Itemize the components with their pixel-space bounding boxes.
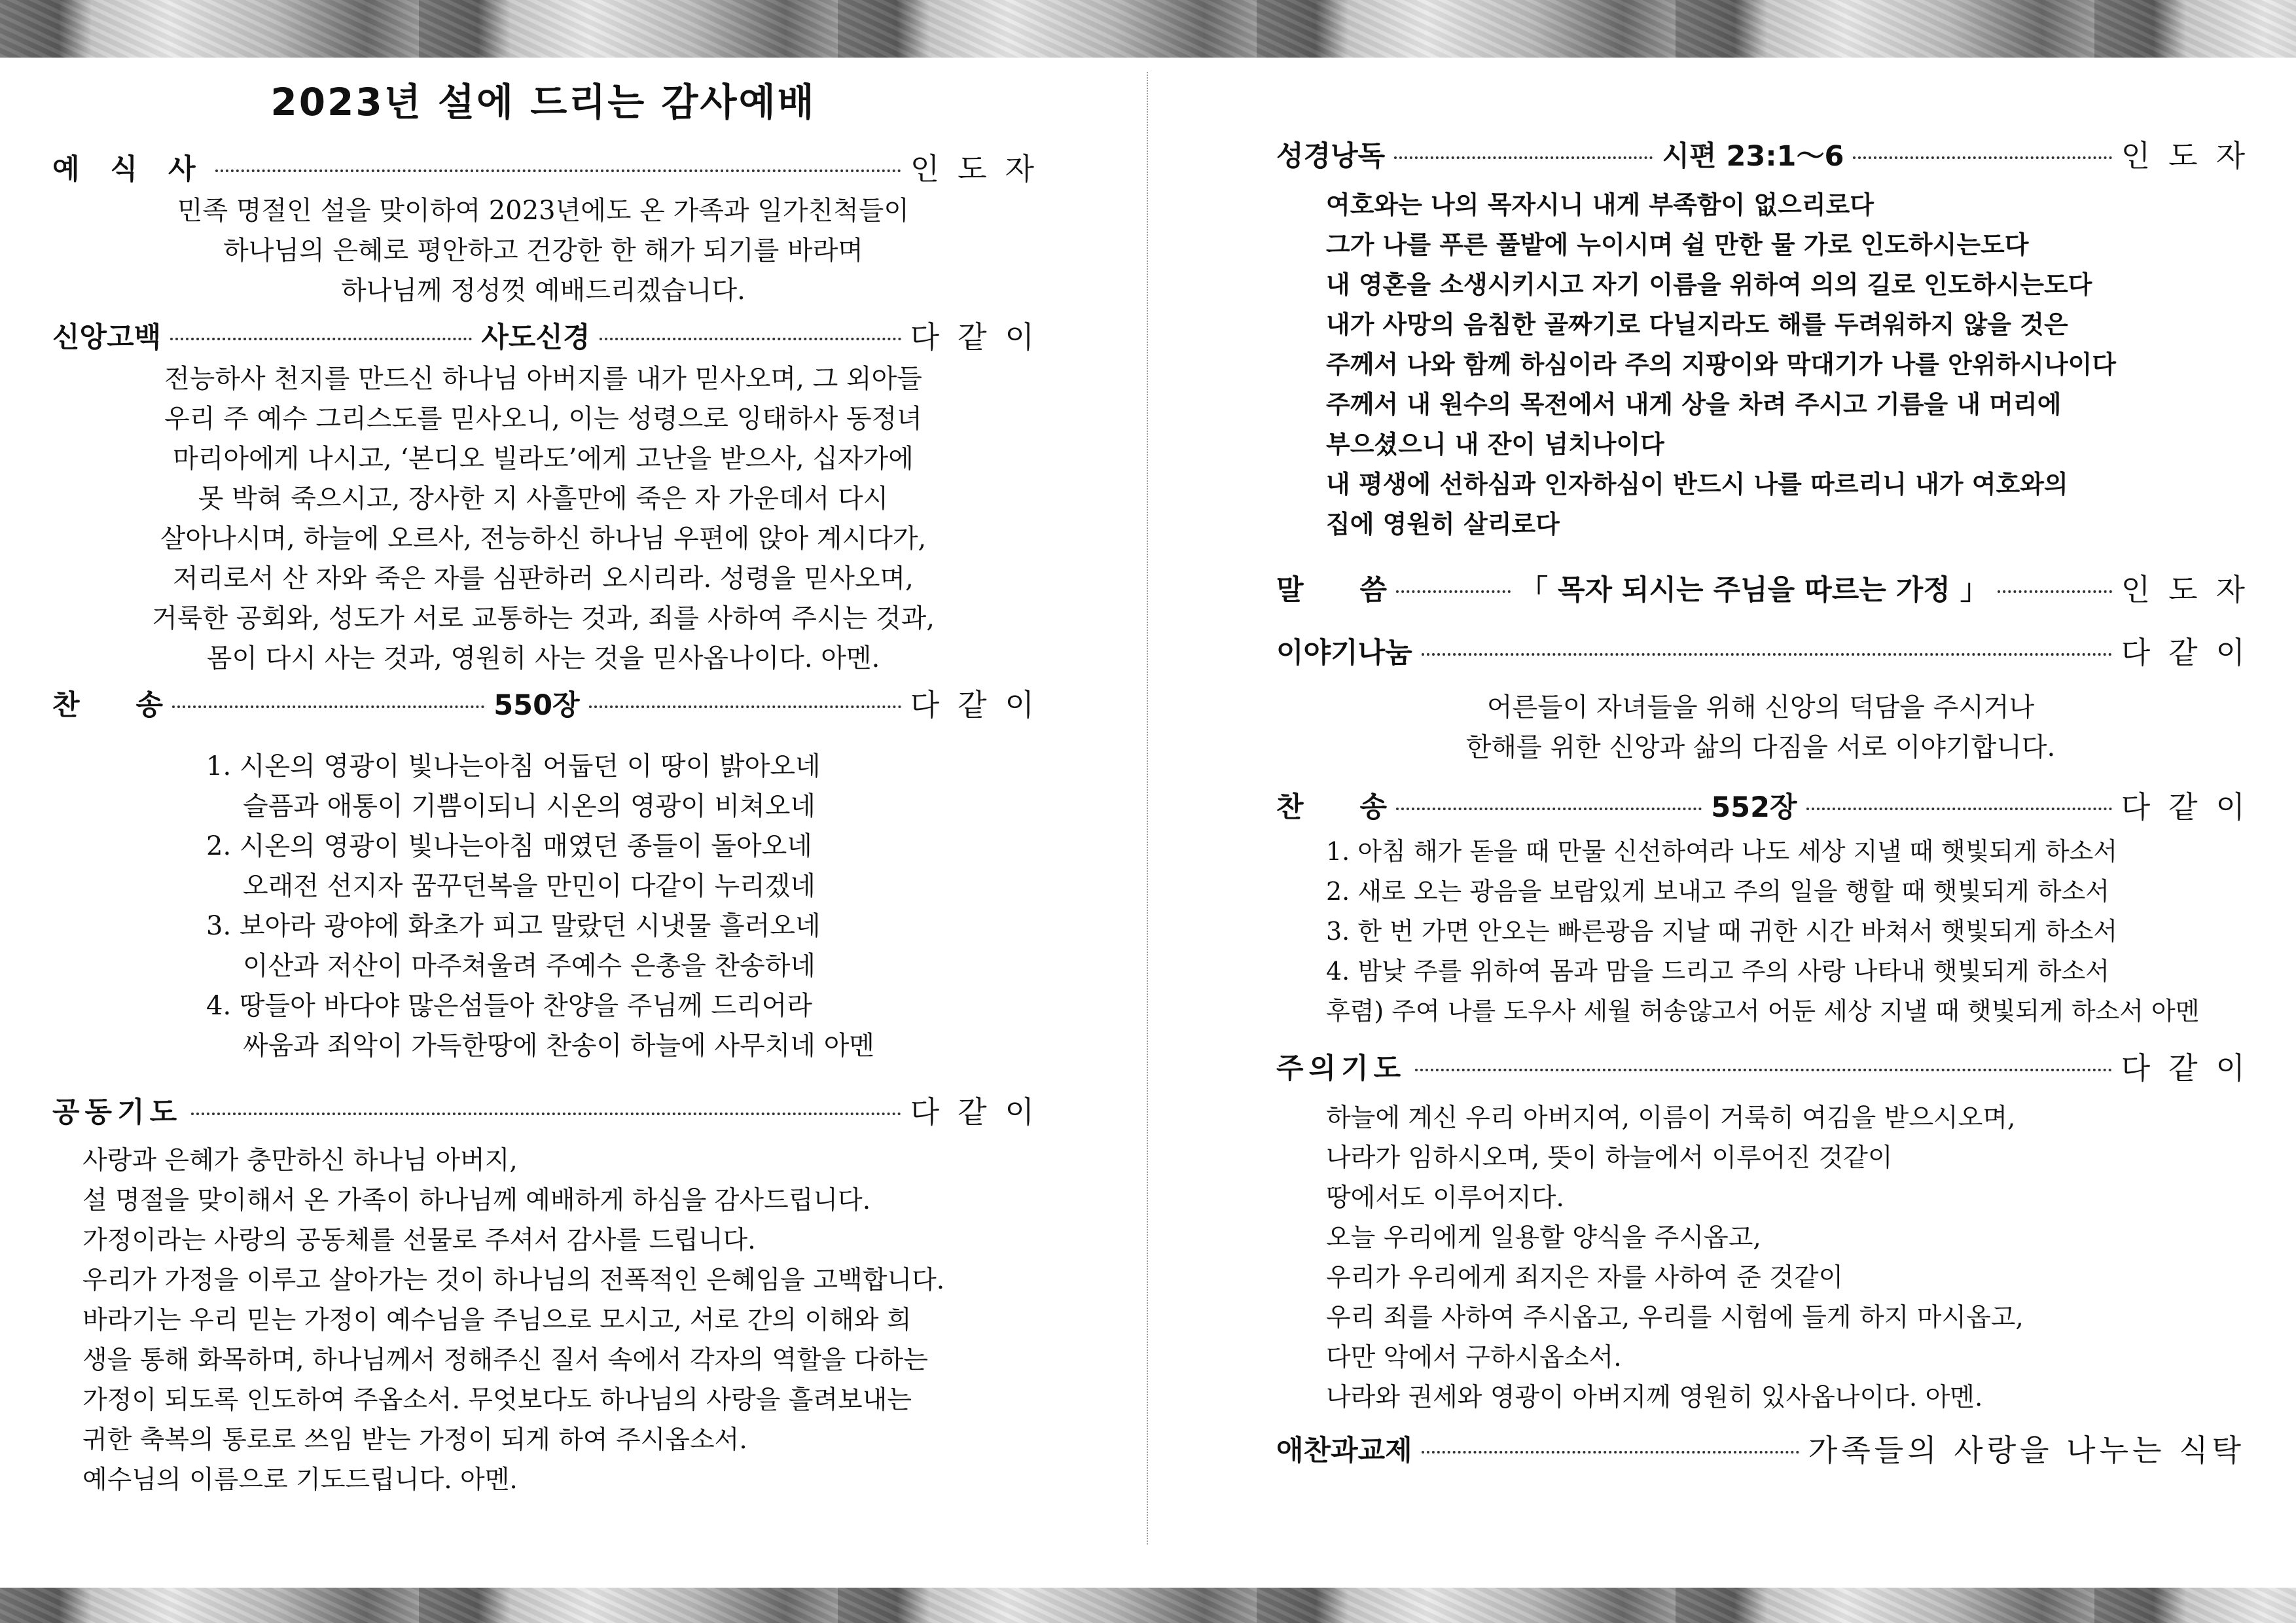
- hymn-verse-line: 2. 시온의 영광이 빛나는아침 매였던 종들이 돌아오네: [206, 831, 812, 861]
- text-line: 집에 영원히 살리로다: [1326, 509, 1560, 539]
- hymn-verse-line: 후렴) 주여 나를 도우사 세월 허송않고서 어둔 세상 지낼 때 햇빛되게 하소서 아멘: [1326, 997, 2200, 1026]
- dot-leader: [170, 338, 472, 340]
- hymn-verse-line: 2. 새로 오는 광음을 보람있게 보내고 주의 일을 행할 때 햇빛되게 하소서: [1326, 877, 2109, 906]
- text-line: 가정이라는 사랑의 공동체를 선물로 주셔서 감사를 드립니다.: [82, 1226, 756, 1255]
- text-line: 한해를 위한 신앙과 삶의 다짐을 서로 이야기합니다.: [1465, 732, 2056, 762]
- text-line: 나라가 임하시오며, 뜻이 하늘에서 이루어진 것같이: [1326, 1143, 1893, 1173]
- section-leader-role: 다같이: [2121, 635, 2263, 670]
- text-line: 몸이 다시 사는 것과, 영원히 사는 것을 믿사옵나이다. 아멘.: [206, 643, 880, 673]
- section-label: 이야기나눔: [1276, 636, 1412, 669]
- section-label: 신앙고백: [52, 321, 162, 354]
- section-sharing-text: [1276, 688, 2245, 768]
- section-lordsprayer-text: [1276, 1098, 2245, 1418]
- text-line: 못 박혀 죽으시고, 장사한 지 사흘만에 죽은 자 가운데서 다시: [198, 484, 889, 514]
- text-line: 살아나시며, 하늘에 오르사, 전능하신 하나님 우편에 앉아 계시다가,: [160, 524, 927, 554]
- section-lordsprayer-header: [1276, 1042, 2263, 1090]
- dot-leader: [215, 169, 901, 172]
- hymn-verse-line: 1. 시온의 영광이 빛나는아침 어둡던 이 땅이 밝아오네: [206, 751, 821, 781]
- section-scripture-header: [1276, 130, 2264, 178]
- top-decorative-band: [0, 0, 2296, 58]
- section-label: 주의기도: [1276, 1052, 1407, 1085]
- text-line: 설 명절을 맞이해서 온 가족이 하나님께 예배하게 하심을 감사드립니다.: [82, 1186, 871, 1215]
- dot-leader: [589, 705, 901, 708]
- section-label: 성경낭독: [1276, 139, 1386, 173]
- hymn-verse-line: 싸움과 죄악이 가득한땅에 찬송이 하늘에 사무치네 아멘: [243, 1031, 875, 1061]
- dot-leader: [1422, 1451, 1799, 1454]
- section-prayer-header: [52, 1086, 1052, 1134]
- section-leader-role: 인도자: [2121, 138, 2264, 173]
- dot-leader: [172, 705, 484, 708]
- text-line: 하나님께 정성껏 예배드리겠습니다.: [341, 276, 745, 306]
- section-leader-role: 다같이: [2121, 789, 2263, 825]
- section-scripture-text: [1276, 185, 2245, 544]
- section-hymn2-verses: [1276, 832, 2245, 1031]
- text-line: 사랑과 은혜가 충만하신 하나님 아버지,: [82, 1146, 518, 1175]
- section-yesik-header: [52, 143, 1052, 191]
- text-line: 다만 악에서 구하시옵소서.: [1326, 1343, 1622, 1372]
- text-line: 전능하사 천지를 만드신 하나님 아버지를 내가 믿사오며, 그 외아들: [164, 364, 922, 394]
- section-leader-role: 인도자: [910, 151, 1052, 187]
- text-line: 예수님의 이름으로 기도드립니다. 아멘.: [82, 1465, 518, 1495]
- dot-leader: [1422, 653, 2112, 656]
- section-label: 공동기도: [52, 1096, 183, 1129]
- text-line: 우리가 가정을 이루고 살아가는 것이 하나님의 전폭적인 은혜임을 고백합니다.: [82, 1266, 945, 1295]
- section-sermon-header: [1276, 563, 2263, 612]
- hymn-verse-line: 4. 밤낮 주를 위하여 몸과 맘을 드리고 주의 사랑 나타내 햇빛되게 하소서: [1326, 957, 2109, 986]
- section-leader-role: 다같이: [2121, 1050, 2263, 1086]
- bottom-decorative-band: [0, 1588, 2296, 1623]
- section-center-title: 552장: [1711, 791, 1797, 824]
- section-hymn-verses: [52, 747, 1034, 1066]
- section-leader-role: 다같이: [910, 319, 1052, 355]
- text-line: 저리로서 산 자와 죽은 자를 심판하러 오시리라. 성령을 믿사오며,: [173, 563, 914, 594]
- text-line: 하늘에 계신 우리 아버지여, 이름이 거룩히 여김을 받으시오며,: [1326, 1103, 2016, 1133]
- text-line: 우리 주 예수 그리스도를 믿사오니, 이는 성령으로 잉태하사 동정녀: [164, 404, 922, 434]
- section-prayer-text: [52, 1141, 1034, 1500]
- section-leader-role: 다같이: [910, 1094, 1052, 1130]
- page-title: 2023년 설에 드리는 감사예배: [270, 80, 816, 124]
- text-line: 내 평생에 선하심과 인자하심이 반드시 나를 따르리니 내가 여호와의: [1326, 469, 2068, 499]
- text-line: 그가 나를 푸른 풀밭에 누이시며 쉴 만한 물 가로 인도하시는도다: [1326, 230, 2029, 259]
- section-leader-role: 인도자: [2121, 572, 2263, 607]
- sermon-title: 「 목자 되시는 주님을 따르는 가정 」: [1519, 573, 1988, 607]
- section-label: 말 씀: [1276, 573, 1388, 607]
- fellowship-description: 가족들의 사랑을 나누는 식탁: [1808, 1433, 2245, 1468]
- hymn-verse-line: 4. 땅들아 바다야 많은섬들아 찬양을 주님께 드리어라: [206, 991, 812, 1021]
- text-line: 생을 통해 화목하며, 하나님께서 정해주신 질서 속에서 각자의 역할을 다하는: [82, 1346, 928, 1375]
- dot-leader: [600, 338, 901, 340]
- right-column: [1276, 58, 2264, 1472]
- dot-leader: [1396, 808, 1702, 810]
- section-label: 예 식 사: [52, 152, 206, 186]
- section-fellowship-header: [1276, 1424, 2245, 1472]
- section-center-title: 시편 23:1～6: [1662, 139, 1844, 173]
- section-yesik-text: [52, 191, 1034, 311]
- hymn-verse-line: 1. 아침 해가 돋을 때 만물 신선하여라 나도 세상 지낼 때 햇빛되게 하소서: [1326, 837, 2118, 866]
- section-leader-role: 다같이: [910, 687, 1052, 722]
- text-line: 거룩한 공회와, 성도가 서로 교통하는 것과, 죄를 사하여 주시는 것과,: [152, 603, 935, 633]
- text-line: 우리가 우리에게 죄지은 자를 사하여 준 것같이: [1326, 1263, 1844, 1293]
- column-divider: [1147, 72, 1148, 1544]
- hymn-verse-line: 3. 한 번 가면 안오는 빠른광음 지날 때 귀한 시간 바쳐서 햇빛되게 하소서: [1326, 917, 2118, 946]
- section-center-title: 사도신경: [481, 321, 590, 354]
- dot-leader: [191, 1113, 901, 1115]
- text-line: 내 영혼을 소생시키시고 자기 이름을 위하여 의의 길로 인도하시는도다: [1326, 270, 2092, 299]
- dot-leader: [1396, 590, 1511, 593]
- dot-leader: [1853, 156, 2111, 159]
- section-label: 찬 송: [1276, 791, 1388, 824]
- dot-leader: [1998, 590, 2112, 593]
- hymn-verse-line: 3. 보아라 광야에 화초가 피고 말랐던 시냇물 흘러오네: [206, 911, 821, 941]
- hymn-verse-line: 이산과 저산이 마주쳐울려 주예수 은총을 찬송하네: [243, 951, 816, 981]
- text-line: 귀한 축복의 통로로 쓰임 받는 가정이 되게 하여 주시옵소서.: [82, 1425, 747, 1455]
- text-line: 가정이 되도록 인도하여 주옵소서. 무엇보다도 하나님의 사랑을 흘려보내는: [82, 1385, 912, 1415]
- text-line: 하나님의 은혜로 평안하고 건강한 한 해가 되기를 바라며: [223, 236, 863, 266]
- section-center-title: 550장: [493, 688, 580, 722]
- dot-leader: [1806, 808, 2112, 810]
- left-column: [52, 58, 1052, 1500]
- text-line: 부으셨으니 내 잔이 넘치나이다: [1326, 429, 1664, 459]
- section-label: 애찬과교제: [1276, 1434, 1412, 1467]
- hymn-verse-line: 슬픔과 애통이 기쁨이되니 시온의 영광이 비쳐오네: [243, 791, 816, 821]
- hymn-verse-line: 오래전 선지자 꿈꾸던복을 만민이 다같이 누리겠네: [243, 871, 816, 901]
- section-creed-text: [52, 359, 1034, 679]
- section-hymn-header: [52, 679, 1052, 727]
- text-line: 내가 사망의 음침한 골짜기로 다닐지라도 해를 두려워하지 않을 것은: [1326, 310, 2068, 339]
- text-line: 민족 명절인 설을 맞이하여 2023년에도 온 가족과 일가친척들이: [177, 196, 910, 226]
- section-sharing-header: [1276, 626, 2263, 675]
- text-line: 바라기는 우리 믿는 가정이 예수님을 주님으로 모시고, 서로 간의 이해와 희: [82, 1306, 912, 1335]
- text-line: 오늘 우리에게 일용할 양식을 주시옵고,: [1326, 1223, 1761, 1253]
- section-hymn2-header: [1276, 781, 2263, 829]
- text-line: 우리 죄를 사하여 주시옵고, 우리를 시험에 들게 하지 마시옵고,: [1326, 1303, 2024, 1332]
- text-line: 주께서 나와 함께 하심이라 주의 지팡이와 막대기가 나를 안위하시나이다: [1326, 349, 2117, 379]
- text-line: 마리아에게 나시고, ‘본디오 빌라도’에게 고난을 받으사, 십자가에: [173, 444, 914, 474]
- text-line: 여호와는 나의 목자시니 내게 부족함이 없으리로다: [1326, 190, 1874, 219]
- section-label: 찬 송: [52, 688, 164, 722]
- text-line: 땅에서도 이루어지다.: [1326, 1183, 1564, 1213]
- text-line: 주께서 내 원수의 목전에서 내게 상을 차려 주시고 기름을 내 머리에: [1326, 389, 2062, 419]
- dot-leader: [1394, 156, 1653, 159]
- section-creed-header: [52, 311, 1052, 359]
- text-line: 나라와 권세와 영광이 아버지께 영원히 있사옵나이다. 아멘.: [1326, 1383, 1983, 1412]
- dot-leader: [1415, 1069, 2112, 1071]
- text-line: 어른들이 자녀들을 위해 신앙의 덕담을 주시거나: [1486, 692, 2035, 722]
